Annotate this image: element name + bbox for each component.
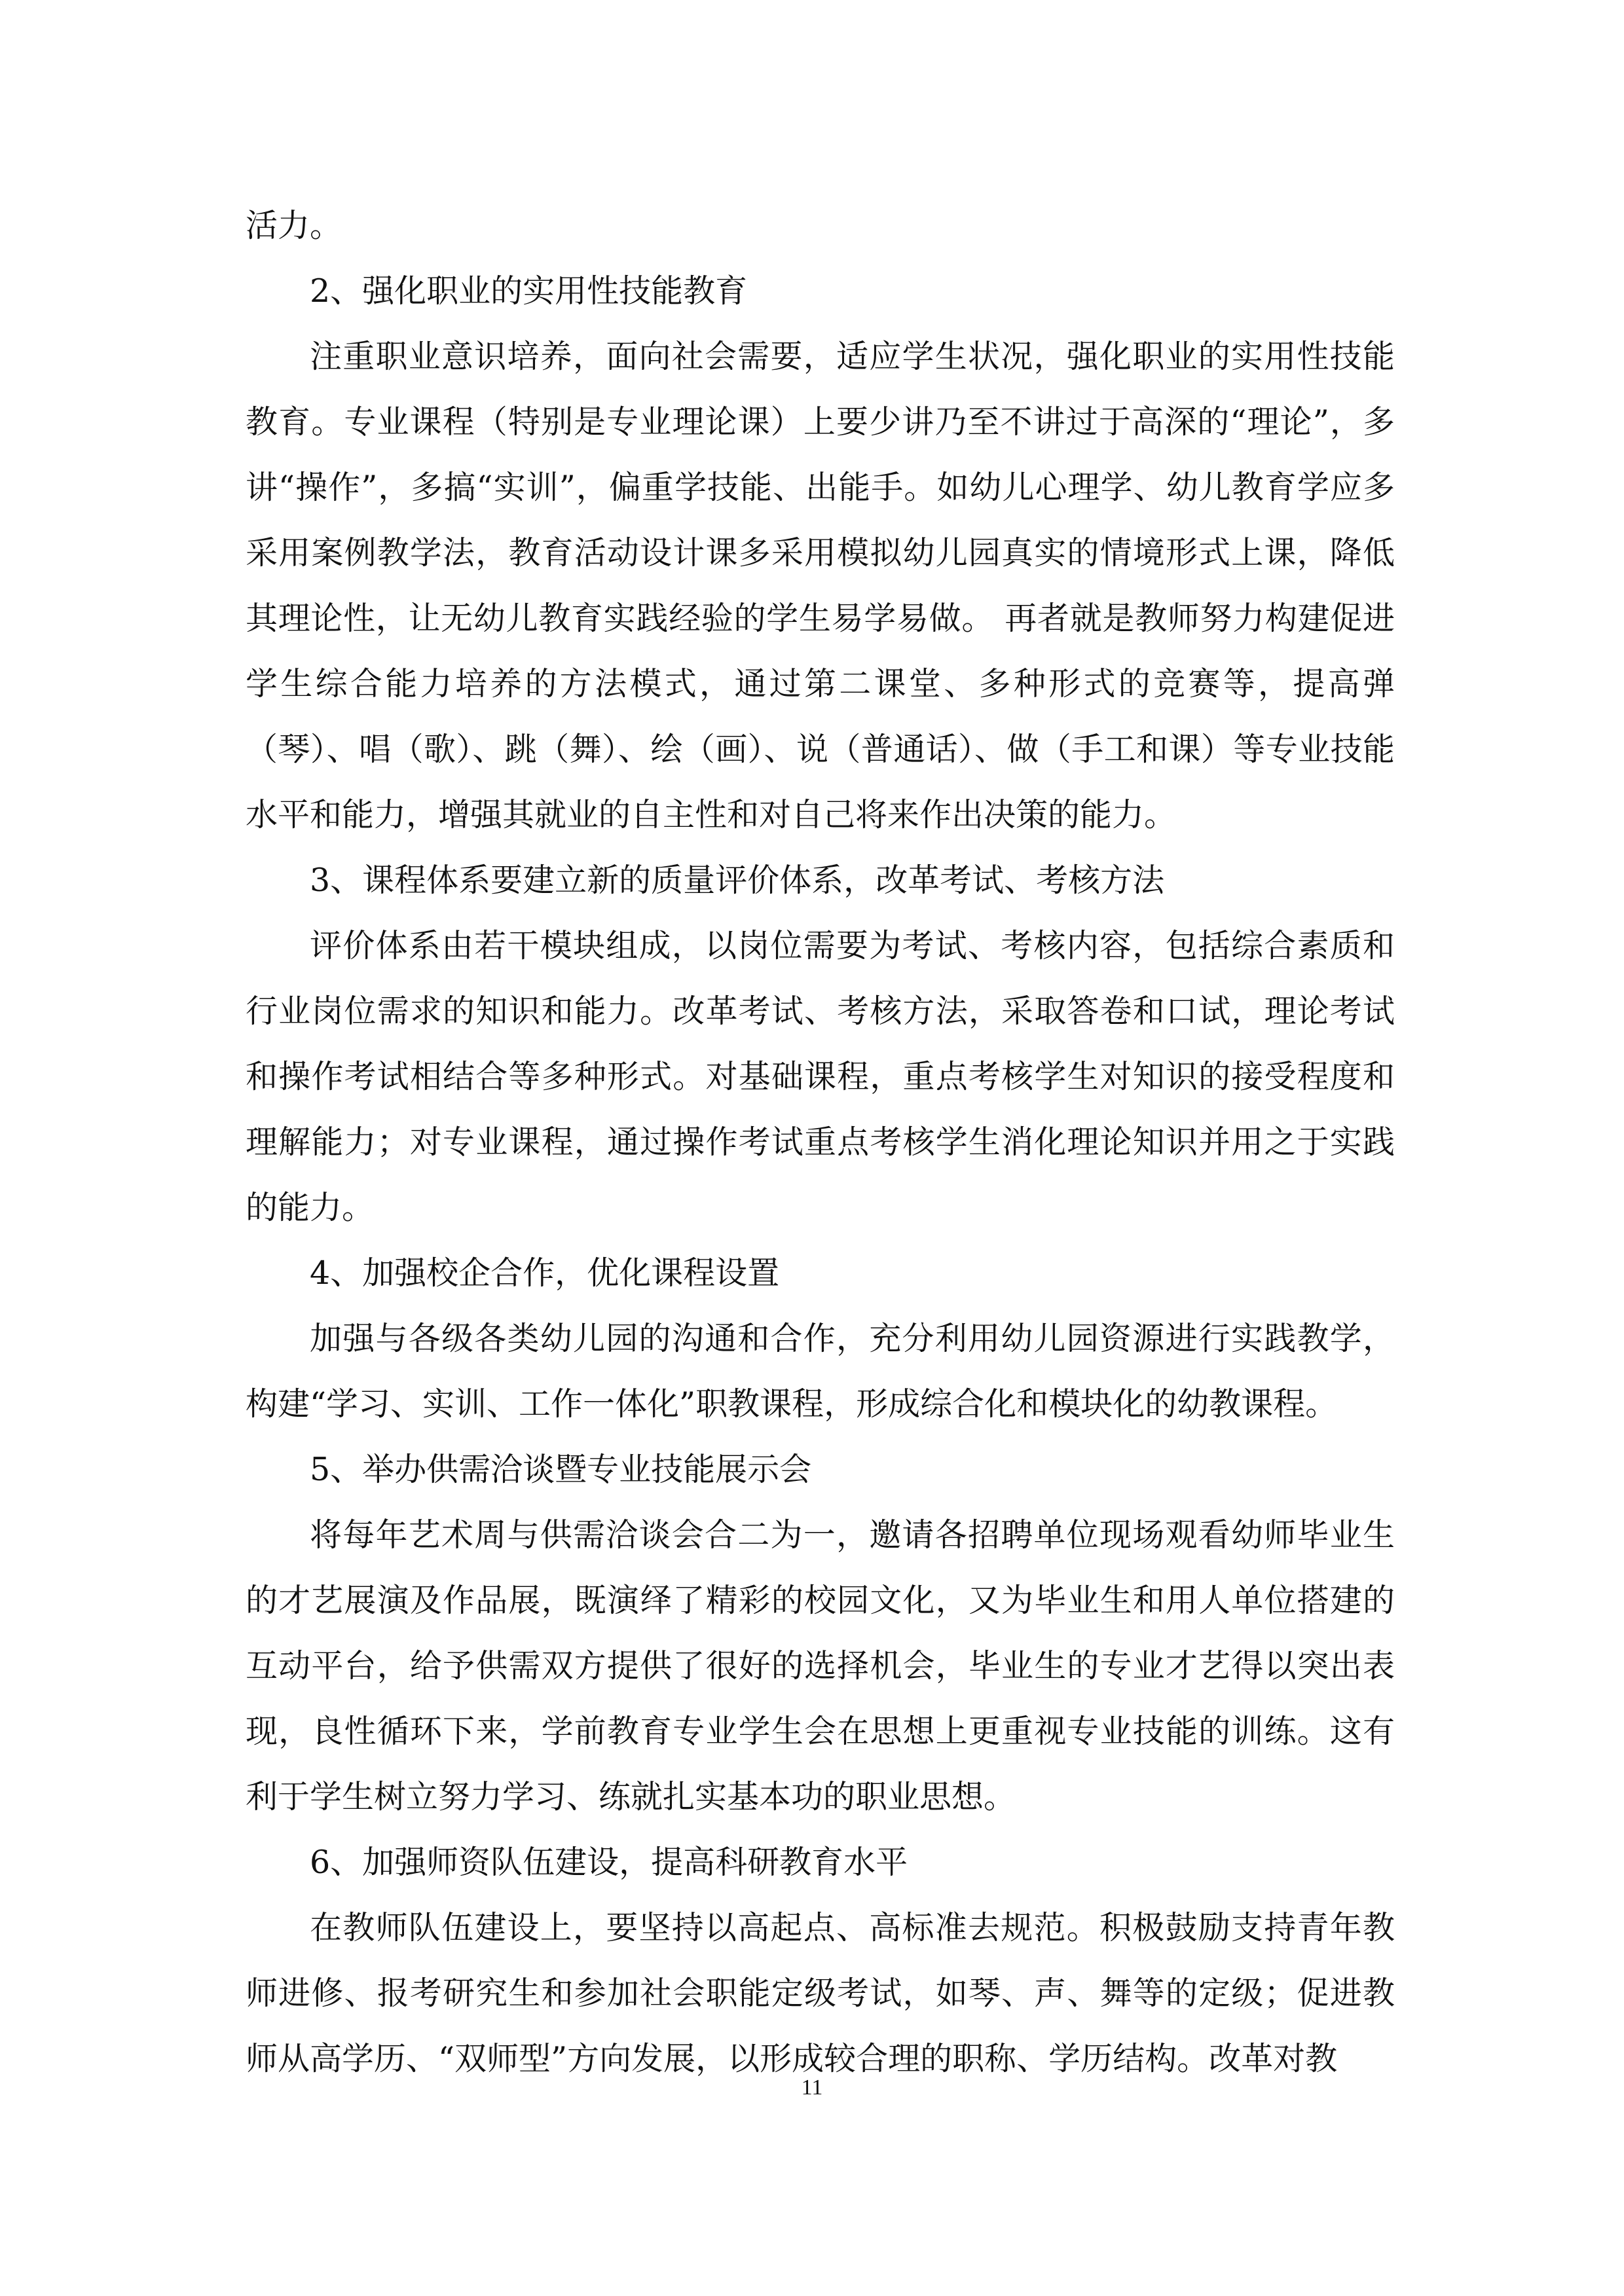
section-body-5: 将每年艺术周与供需洽谈会合二为一，邀请各招聘单位现场观看幼师毕业生的才艺展演及作品展，既演绎了精彩的校园文化，又为毕业生和用人单位搭建的互动平台，给予供需双方提供了很好的选择机会，毕业生的专业才艺得以突出表现，良性循环下来，学前教育专业学生会在思想上更重视专业技能的训练。这有利于学生树立努力学习、练就扎实基本功的职业思想。	[246, 1516, 1395, 1815]
section-body-2: 注重职业意识培养，面向社会需要，适应学生状况，强化职业的实用性技能教育。专业课程（特别是专业理论课）上要少讲乃至不讲过于高深的“理论”，多讲“操作”，多搞“实训”，偏重学技能、出能手。如幼儿心理学、幼儿教育学应多采用案例教学法，教育活动设计课多采用模拟幼儿园真实的情境形式上课，降低其理论性，让无幼儿教育实践经验的学生易学易做。 再者就是教师努力构建促进学生综合能力培养的方法模式，通过第二课堂、多种形式的竞赛等，提高弹（琴）、唱（歌）、跳（舞）、绘（画）、说（普通话）、做（手工和课）等专业技能水平和能力，增强其就业的自主性和对自己将来作出决策的能力。	[246, 338, 1395, 833]
section-body-6: 在教师队伍建设上，要坚持以高起点、高标准去规范。积极鼓励支持青年教师进修、报考研究生和参加社会职能定级考试，如琴、声、舞等的定级；促进教师从高学历、“双师型”方向发展，以形成较合理的职称、学历结构。改革对教	[246, 1909, 1395, 2077]
section-body-3: 评价体系由若干模块组成，以岗位需要为考试、考核内容，包括综合素质和行业岗位需求的知识和能力。改革考试、考核方法，采取答卷和口试，理论考试和操作考试相结合等多种形式。对基础课程，重点考核学生对知识的接受程度和理解能力；对专业课程，通过操作考试重点考核学生消化理论知识并用之于实践的能力。	[246, 927, 1395, 1226]
section-body-4: 加强与各级各类幼儿园的沟通和合作，充分利用幼儿园资源进行实践教学，构建“学习、实训、工作一体化”职教课程，形成综合化和模块化的幼教课程。	[246, 1320, 1395, 1423]
section-heading-3: 3、课程体系要建立新的质量评价体系，改革考试、考核方法	[310, 862, 1165, 899]
section-heading-2: 2、强化职业的实用性技能教育	[310, 272, 748, 310]
page-number: 11	[801, 2075, 823, 2100]
section-heading-6: 6、加强师资队伍建设，提高科研教育水平	[310, 1844, 908, 1881]
document-body	[246, 193, 1395, 2092]
section-heading-4: 4、加强校企合作，优化课程设置	[310, 1254, 780, 1292]
section-heading-5: 5、举办供需洽谈暨专业技能展示会	[310, 1451, 812, 1488]
continuation-paragraph: 活力。	[246, 207, 342, 244]
